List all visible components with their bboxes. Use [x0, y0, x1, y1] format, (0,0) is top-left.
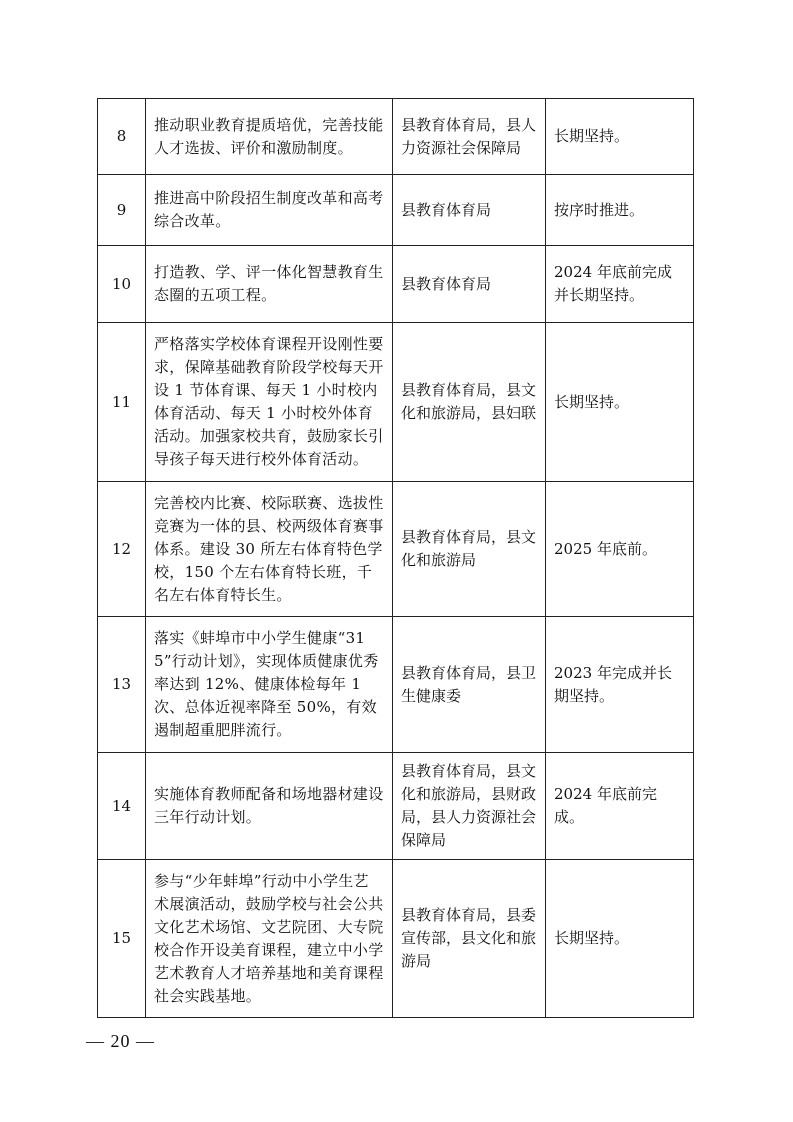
row-number: 11: [98, 323, 146, 482]
row-number: 12: [98, 482, 146, 617]
responsible-department: 县教育体育局，县文化和旅游局，县财政局，县人力资源社会保障局: [393, 753, 546, 860]
row-number: 15: [98, 860, 146, 1018]
task-table: [97, 98, 694, 1018]
row-number: 8: [98, 99, 146, 175]
task-description: 实施体育教师配备和场地器材建设三年行动计划。: [146, 753, 393, 860]
task-description: 推进高中阶段招生制度改革和高考综合改革。: [146, 175, 393, 246]
table-row: [98, 323, 694, 482]
task-description: 落实《蚌埠市中小学生健康“315”行动计划》，实现体质健康优秀率达到 12%、健康体检每年 1 次、总体近视率降至 50%，有效遏制超重肥胖流行。: [146, 617, 393, 753]
row-number: 10: [98, 246, 146, 323]
responsible-department: 县教育体育局: [393, 246, 546, 323]
responsible-department: 县教育体育局，县文化和旅游局，县妇联: [393, 323, 546, 482]
responsible-department: 县教育体育局，县人力资源社会保障局: [393, 99, 546, 175]
table-row: [98, 175, 694, 246]
table-row: [98, 753, 694, 860]
responsible-department: 县教育体育局，县卫生健康委: [393, 617, 546, 753]
time-limit: 长期坚持。: [546, 323, 694, 482]
time-limit: 2024 年底前完成并长期坚持。: [546, 246, 694, 323]
table-row: [98, 99, 694, 175]
table-row: [98, 860, 694, 1018]
task-description: 推动职业教育提质培优，完善技能人才选拔、评价和激励制度。: [146, 99, 393, 175]
responsible-department: 县教育体育局，县文化和旅游局: [393, 482, 546, 617]
table-row: [98, 617, 694, 753]
time-limit: 按序时推进。: [546, 175, 694, 246]
responsible-department: 县教育体育局: [393, 175, 546, 246]
task-description: 完善校内比赛、校际联赛、选拔性竞赛为一体的县、校两级体育赛事体系。建设 30 所左右体育特色学校，150 个左右体育特长班，千名左右体育特长生。: [146, 482, 393, 617]
row-number: 14: [98, 753, 146, 860]
task-description: 严格落实学校体育课程开设刚性要求，保障基础教育阶段学校每天开设 1 节体育课、每天 1 小时校内体育活动、每天 1 小时校外体育活动。加强家校共育，鼓励家长引导孩子每天进行校外体育活动。: [146, 323, 393, 482]
table-row: [98, 482, 694, 617]
responsible-department: 县教育体育局，县委宣传部，县文化和旅游局: [393, 860, 546, 1018]
time-limit: 2024 年底前完成。: [546, 753, 694, 860]
time-limit: 2023 年完成并长期坚持。: [546, 617, 694, 753]
time-limit: 长期坚持。: [546, 860, 694, 1018]
row-number: 13: [98, 617, 146, 753]
task-description: 打造教、学、评一体化智慧教育生态圈的五项工程。: [146, 246, 393, 323]
task-description: 参与“少年蚌埠”行动中小学生艺术展演活动，鼓励学校与社会公共文化艺术场馆、文艺院团、大专院校合作开设美育课程，建立中小学艺术教育人才培养基地和美育课程社会实践基地。: [146, 860, 393, 1018]
page-number: — 20 —: [86, 1031, 155, 1051]
row-number: 9: [98, 175, 146, 246]
time-limit: 2025 年底前。: [546, 482, 694, 617]
table-row: [98, 246, 694, 323]
time-limit: 长期坚持。: [546, 99, 694, 175]
